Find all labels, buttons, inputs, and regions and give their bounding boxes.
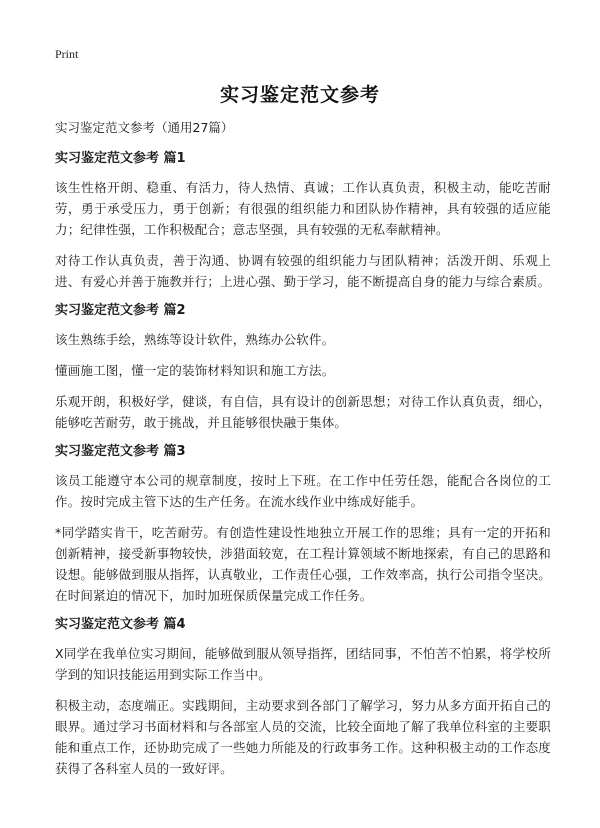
paragraph: 该生熟练手绘，熟练等设计软件，熟练办公软件。: [55, 332, 335, 347]
document-subtitle: 实习鉴定范文参考（通用27篇）: [55, 120, 234, 135]
paragraph: 懂画施工图，懂一定的装饰材料知识和施工方法。: [55, 363, 335, 378]
print-link[interactable]: Print: [55, 47, 79, 61]
page-title: 实习鉴定范文参考: [219, 84, 380, 106]
section-4: [55, 616, 551, 779]
section-1: [55, 150, 551, 292]
section-heading: 实习鉴定范文参考 篇2: [55, 303, 186, 318]
paragraph: 乐观开朗，积极好学，健谈，有自信，具有设计的创新思想；对待工作认真负责，细心，能够吃苦耐劳，敢于挑战，并且能够很快融于集体。: [55, 394, 551, 430]
section-3: [55, 443, 551, 606]
paragraph: X同学在我单位实习期间，能够做到服从领导指挥，团结同事，不怕苦不怕累，将学校所学到的知识技能运用到实际工作当中。: [55, 646, 551, 682]
paragraph: 该生性格开朗、稳重、有活力，待人热情、真诚；工作认真负责，积极主动，能吃苦耐劳，勇于承受压力，勇于创新；有很强的组织能力和团队协作精神，具有较强的适应能力；纪律性强，工作积极配合；意志坚强，具有较强的无私奉献精神。: [55, 180, 551, 237]
section-heading: 实习鉴定范文参考 篇4: [55, 617, 186, 632]
paragraph: 该员工能遵守本公司的规章制度，按时上下班。在工作中任劳任怨，能配合各岗位的工作。按时完成主管下达的生产任务。在流水线作业中练成好能手。: [55, 473, 551, 509]
paragraph: 积极主动，态度端正。实践期间，主动要求到各部门了解学习，努力从多方面开拓自己的眼界。通过学习书面材料和与各部室人员的交流，比较全面地了解了我单位科室的主要职能和重点工作，还协助完成了一些她力所能及的行政事务工作。这种积极主动的工作态度获得了各科室人员的一致好评。: [55, 698, 551, 776]
section-heading: 实习鉴定范文参考 篇3: [55, 444, 186, 459]
section-2: [55, 302, 551, 433]
paragraph: 对待工作认真负责，善于沟通、协调有较强的组织能力与团队精神；活泼开朗、乐观上进、有爱心并善于施教并行；上进心强、勤于学习，能不断提高自身的能力与综合素质。: [55, 253, 551, 289]
section-heading: 实习鉴定范文参考 篇1: [55, 151, 186, 166]
paragraph: *同学踏实肯干，吃苦耐劳。有创造性建设性地独立开展工作的思维；具有一定的开拓和创新精神，接受新事物较快，涉猎面较宽，在工程计算领域不断地探索，有自己的思路和设想。能够做到服从指挥，认真敬业，工作责任心强，工作效率高，执行公司指令坚决。在时间紧迫的情况下，加时加班保质保量完成工作任务。: [55, 525, 551, 603]
document-body: [55, 119, 551, 789]
